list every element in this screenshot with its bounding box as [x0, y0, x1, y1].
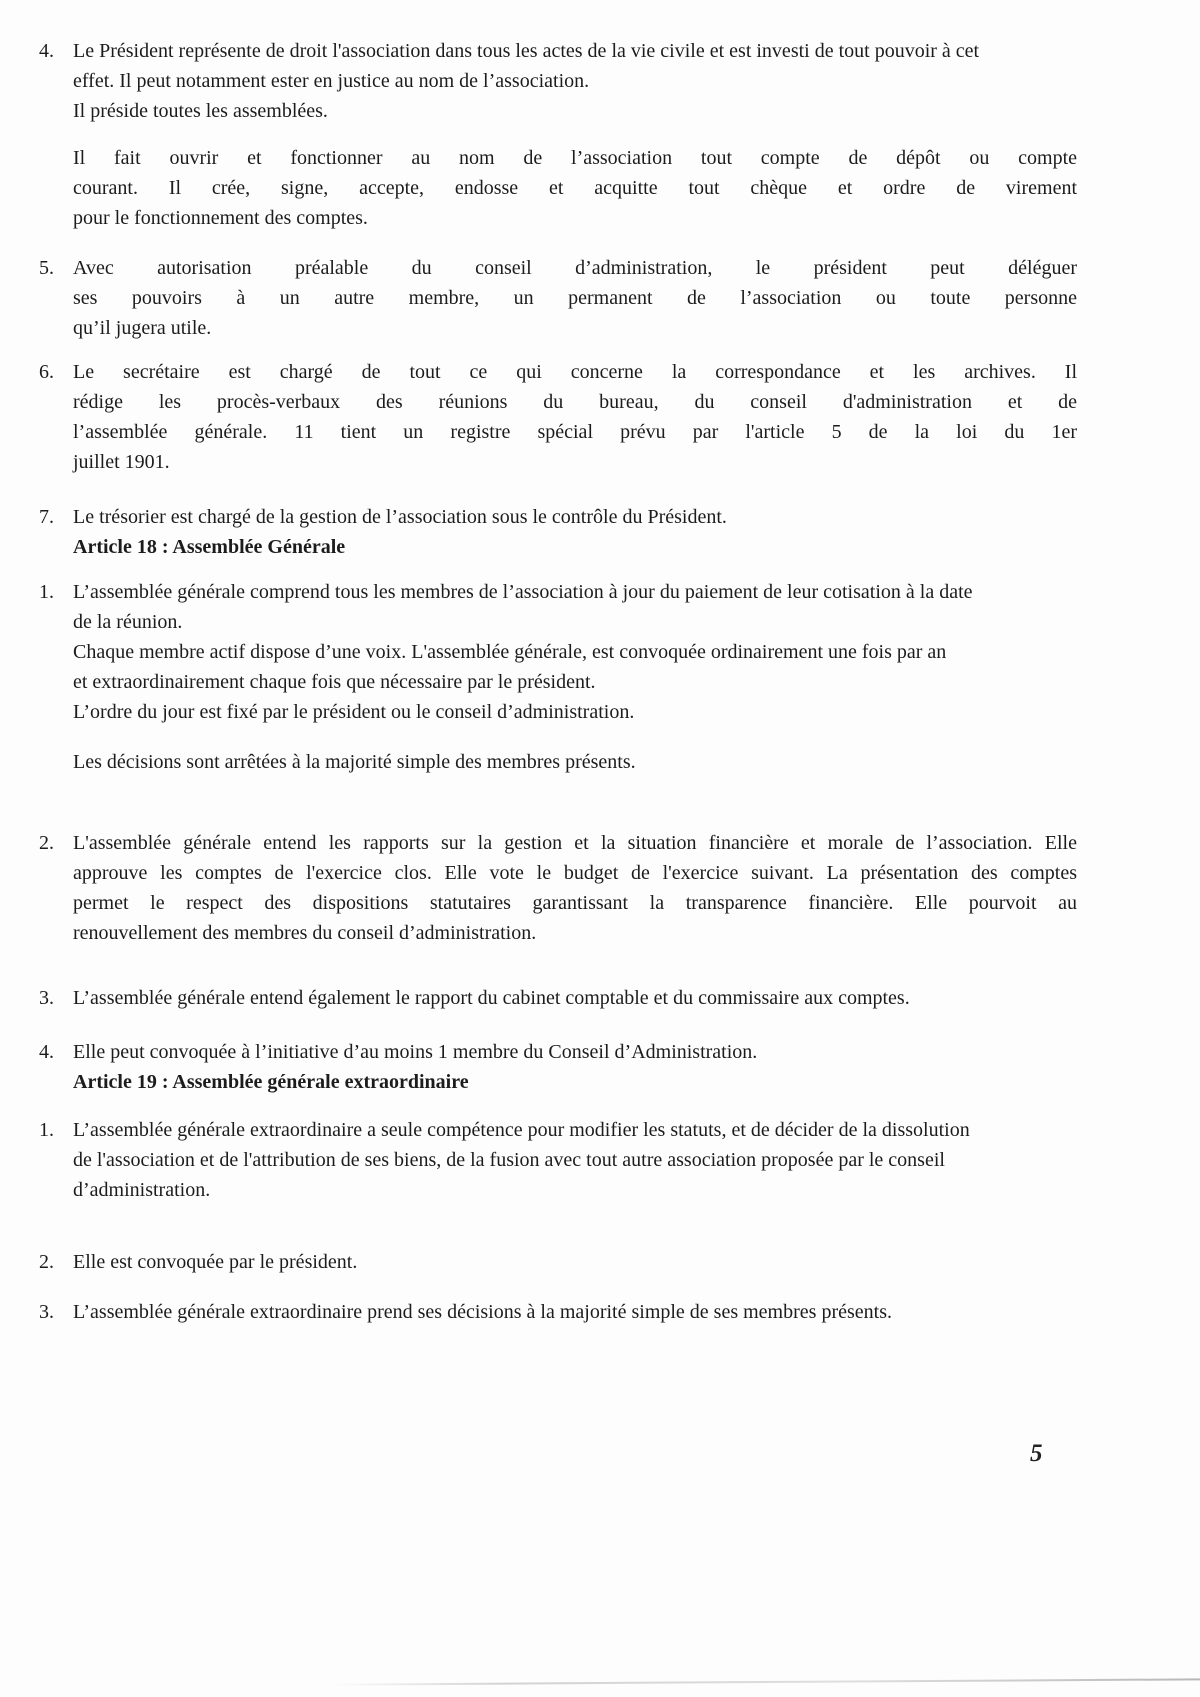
- text-line: juillet 1901.: [73, 451, 170, 473]
- text-line: Le Président représente de droit l'association dans tous les actes de la vie civile et est investi de tout pouvoir à cet: [73, 40, 980, 62]
- text-line: Il préside toutes les assemblées.: [73, 100, 328, 122]
- list-item-number: 5.: [39, 257, 54, 279]
- text-line: L’assemblée générale extraordinaire prend ses décisions à la majorité simple de ses membres présents.: [73, 1301, 892, 1323]
- text-line: Il fait ouvrir et fonctionner au nom de l’association tout compte de dépôt ou compte: [73, 147, 1077, 169]
- list-item: [39, 1297, 1077, 1327]
- statutes-top-list: [39, 36, 1077, 532]
- text-line: approuve les comptes de l'exercice clos. Elle vote le budget de l'exercice suivant. La présentation des comptes: [73, 862, 1077, 884]
- list-item-number: 6.: [39, 361, 54, 383]
- paragraph: [73, 1037, 1077, 1067]
- list-item-number: 7.: [39, 506, 54, 528]
- list-item: [39, 1037, 1077, 1067]
- list-item-number: 2.: [39, 832, 54, 854]
- scan-artifact-line: [330, 1678, 1200, 1685]
- list-item: [39, 983, 1077, 1013]
- paragraph: [73, 983, 1077, 1013]
- article-18-heading: Article 18 : Assemblée Générale: [73, 536, 346, 558]
- list-item-number: 1.: [39, 1119, 54, 1141]
- text-line: Elle peut convoquée à l’initiative d’au moins 1 membre du Conseil d’Administration.: [73, 1041, 758, 1063]
- list-item: [39, 1115, 1077, 1205]
- list-item: [39, 36, 1077, 233]
- paragraph: [73, 1115, 1077, 1205]
- list-item: [39, 828, 1077, 948]
- text-line: de la réunion.: [73, 611, 183, 633]
- text-line: L’assemblée générale extraordinaire a seule compétence pour modifier les statuts, et de décider de la dissolution: [73, 1119, 970, 1141]
- paragraph: [73, 1297, 1077, 1327]
- list-item-number: 1.: [39, 581, 54, 603]
- text-line: renouvellement des membres du conseil d’administration.: [73, 922, 537, 944]
- paragraph: [73, 1247, 1077, 1277]
- text-line: L'assemblée générale entend les rapports sur la gestion et la situation financière et morale de l’association. Elle: [73, 832, 1077, 854]
- article-18-list: [39, 577, 1077, 1067]
- text-line: qu’il jugera utile.: [73, 317, 212, 339]
- paragraph: [73, 36, 1077, 126]
- text-line: et extraordinairement chaque fois que nécessaire par le président.: [73, 671, 596, 693]
- list-item-number: 4.: [39, 1041, 54, 1063]
- list-item: [39, 1247, 1077, 1277]
- text-line: Le trésorier est chargé de la gestion de l’association sous le contrôle du Président.: [73, 506, 727, 528]
- paragraph: [73, 747, 1077, 777]
- text-line: Le secrétaire est chargé de tout ce qui concerne la correspondance et les archives. Il: [73, 361, 1077, 383]
- text-line: d’administration.: [73, 1179, 211, 1201]
- paragraph: [73, 253, 1077, 343]
- list-item-number: 2.: [39, 1251, 54, 1273]
- text-line: l’assemblée générale. 11 tient un registre spécial prévu par l'article 5 de la loi du 1er: [73, 421, 1077, 443]
- list-item: [39, 502, 1077, 532]
- text-line: ses pouvoirs à un autre membre, un permanent de l’association ou toute personne: [73, 287, 1077, 309]
- paragraph: [73, 357, 1077, 477]
- paragraph: [73, 828, 1077, 948]
- article-19-list: [39, 1115, 1077, 1327]
- text-line: rédige les procès-verbaux des réunions du bureau, du conseil d'administration et de: [73, 391, 1077, 413]
- list-item: [39, 577, 1077, 777]
- text-line: courant. Il crée, signe, accepte, endosse et acquitte tout chèque et ordre de virement: [73, 177, 1077, 199]
- text-line: L’ordre du jour est fixé par le président ou le conseil d’administration.: [73, 701, 635, 723]
- text-line: Les décisions sont arrêtées à la majorité simple des membres présents.: [73, 751, 636, 773]
- text-line: Elle est convoquée par le président.: [73, 1251, 358, 1273]
- paragraph: [73, 502, 1077, 532]
- list-item-number: 3.: [39, 1301, 54, 1323]
- text-line: Avec autorisation préalable du conseil d’administration, le président peut déléguer: [73, 257, 1077, 279]
- paragraph: [73, 577, 1077, 727]
- text-line: pour le fonctionnement des comptes.: [73, 207, 368, 229]
- list-item: [39, 357, 1077, 477]
- list-item: [39, 253, 1077, 343]
- text-line: de l'association et de l'attribution de ses biens, de la fusion avec tout autre association proposée par le conseil: [73, 1149, 945, 1171]
- list-item-number: 4.: [39, 40, 54, 62]
- paragraph: [73, 143, 1077, 233]
- text-line: effet. Il peut notamment ester en justice au nom de l’association.: [73, 70, 590, 92]
- article-19-heading: Article 19 : Assemblée générale extraordinaire: [73, 1071, 469, 1093]
- list-item-number: 3.: [39, 987, 54, 1009]
- text-line: permet le respect des dispositions statutaires garantissant la transparence financière. Elle pourvoit au: [73, 892, 1077, 914]
- text-line: Chaque membre actif dispose d’une voix. L'assemblée générale, est convoquée ordinairement une fois par an: [73, 641, 947, 663]
- page-number: 5: [1030, 1440, 1043, 1467]
- text-line: L’assemblée générale entend également le rapport du cabinet comptable et du commissaire aux comptes.: [73, 987, 910, 1009]
- text-line: L’assemblée générale comprend tous les membres de l’association à jour du paiement de leur cotisation à la date: [73, 581, 973, 603]
